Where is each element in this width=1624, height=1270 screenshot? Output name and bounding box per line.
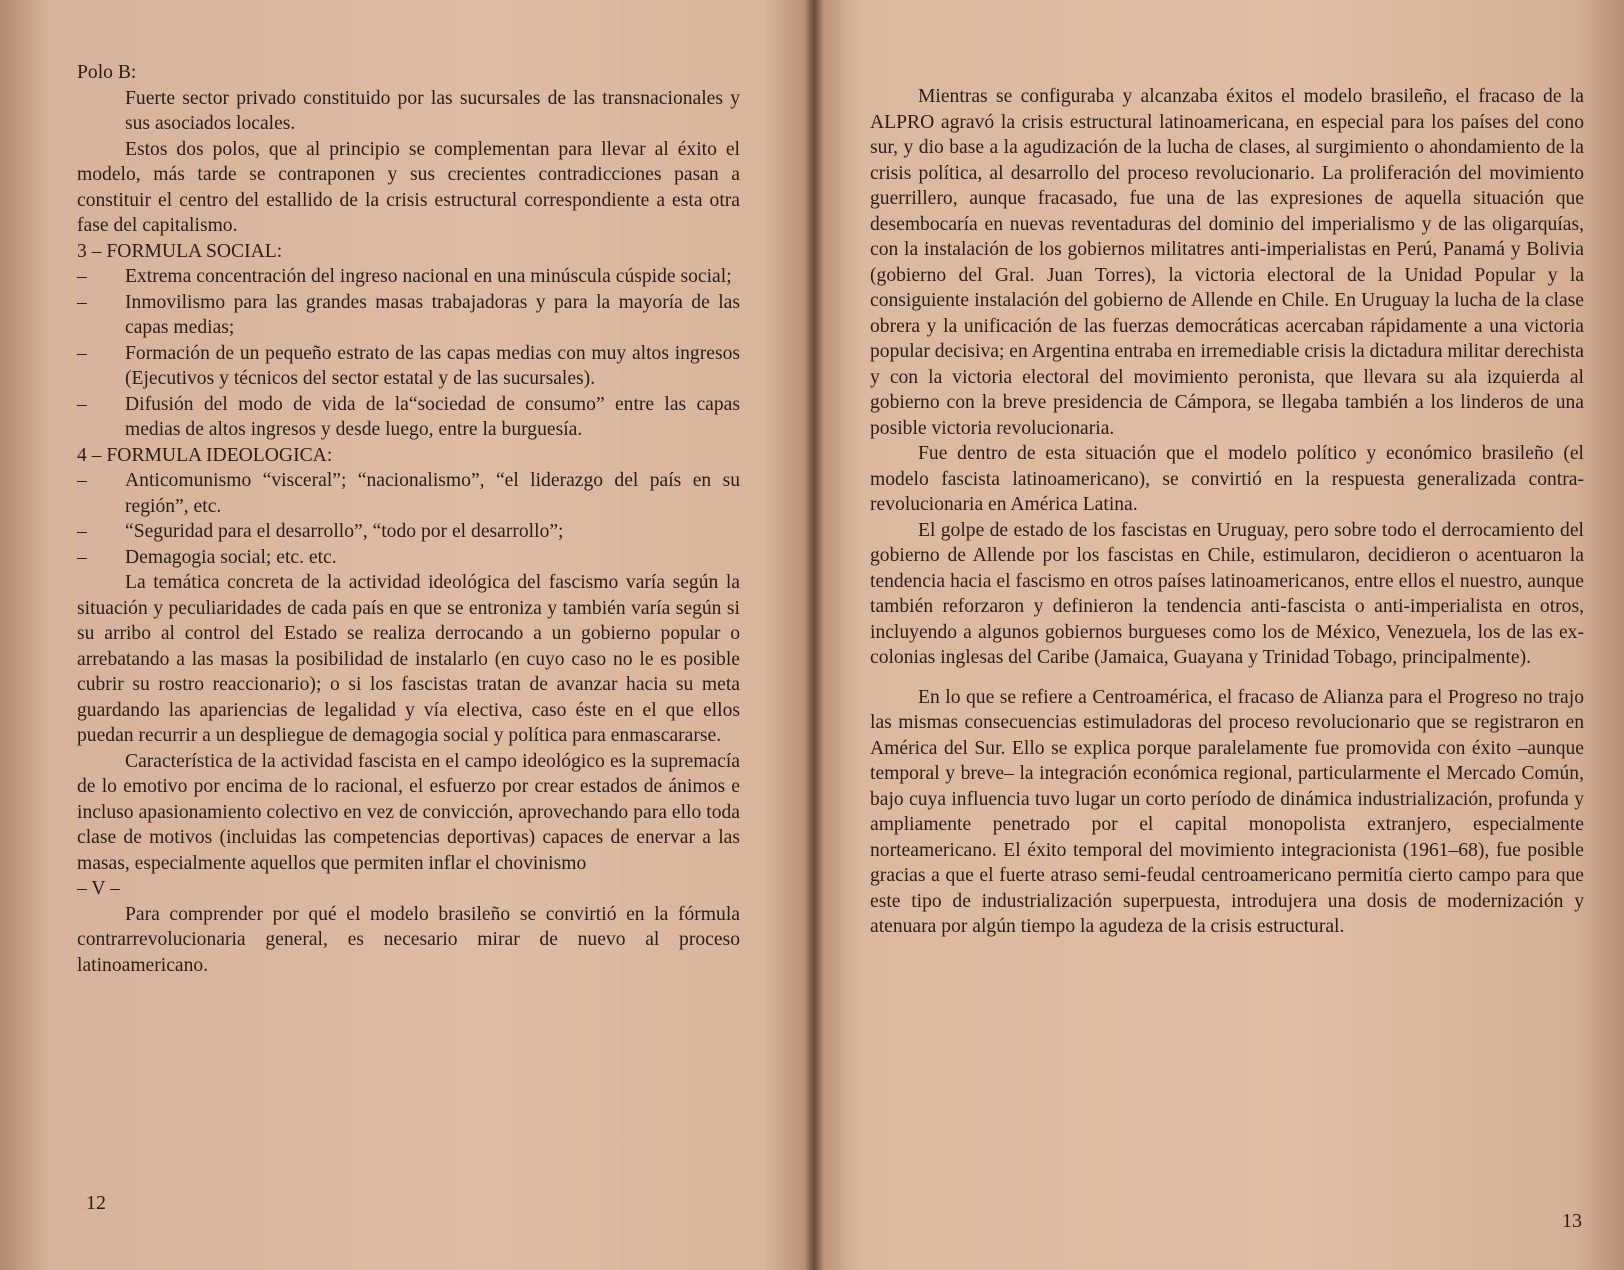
paragraph-4: En lo que se refiere a Centroamérica, el fracaso de Alianza para el Progreso no trajo las mismas consecuencias estimuladoras del proceso revolucionario que se registraron en América del Sur. Ello se explica porque paralelamente fue promovida con éxito –aunque temporal y breve– la integración económica regional, particularmente el Mercado Común, bajo cuya influencia tuvo lugar un corto período de dinámica industrialización, profunda y ampliamente penetrado por el capital monopolista extranjero, especialmente norteamericano. El éxito temporal del movimiento integracionista (1961–68), fue posible gracias a que el fuerte atraso semi-feudal centroamericano permitía cierto campo para que este tipo de industrialización superpuesta, introdujera una dosis de modernización y atenuara por algún tiempo la agudeza de la crisis estructural. xyxy=(870,686,1584,937)
right-page xyxy=(820,0,1624,1270)
section-v-paragraph: Para comprender por qué el modelo brasileño se convirtió en la fórmula contrarrevolucionaria general, es necesario mirar de nuevo al proceso latinoamericano. xyxy=(77,903,740,976)
caracteristica-paragraph: Característica de la actividad fascista en el campo ideológico es la supremacía de lo emotivo por encima de lo racional, el esfuerzo por crear estados de ánimos e incluso apasionamiento colectivo en vez de convicción, aprovechando para ello toda clase de motivos (incluidas las competencias deportivas) capaces de enervar a las masas, especialmente aquellos que permiten inflar el chovinismo xyxy=(77,750,740,874)
paragraph-1: Mientras se configuraba y alcanzaba éxitos el modelo brasileño, el fracaso de la ALPRO agravó la crisis estructural latinoamericana, en especial para los países del cono sur, y dio base a la agudización de la lucha de clases, al surgimiento o ahondamiento de la crisis política, al desarrollo del proceso revolucionario. La proliferación del movimiento guerrillero, aunque fracasado, fue una de las expresiones de aquella situación que desembocaría en nuevas reventaduras del dominio del imperialismo y de las oligarquías, con la instalación de los gobiernos militatres anti-imperialistas en Perú, Panamá y Bolivia (gobierno del Gral. Juan Torres), la victoria electoral de la Unidad Popular y la consiguiente instalación del gobierno de Allende en Chile. En Uruguay la lucha de la clase obrera y la unificación de las fuerzas democráticas acercaban rápidamente a una victoria popular decisiva; en Argentina entraba en irremediable crisis la dictadura militar derechista y con la victoria electoral del movimiento peronista, que llevara su ala izquierda al gobierno con la breve presidencia de Cámpora, se llegaba también a los linderos de una posible victoria revolucionaria. xyxy=(870,86,1584,439)
polos-paragraph: Estos dos polos, que al principio se complementan para llevar al éxito el modelo, más tarde se contraponen y sus crecientes contradicciones pasan a constituir el centro del estallido de la crisis estructural correspondiente a esta otra fase del capitalismo. xyxy=(77,138,740,236)
section-marker: – V – xyxy=(77,878,120,899)
polo-label: Polo B: xyxy=(77,62,137,83)
list-item: – “Seguridad para el desarrollo”, “todo por el desarrollo”; xyxy=(77,521,564,542)
paragraph-3: El golpe de estado de los fascistas en Uruguay, pero sobre todo el derrocamiento del gobierno de Allende por los fascistas en Chile, estimularon, decidieron o acentuaron la tendencia hacia el fascismo en otros países latinoamericanos, entre ellos el nuestro, aunque también reforzaron y definieron la tendencia anti-fascista o anti-imperialista en otros, incluyendo a algunos gobiernos burgueses como los de México, Venezuela, los de las ex-colonias inglesas del Caribe (Jamaica, Guayana y Trinidad Tobago, principalmente). xyxy=(870,519,1584,668)
right-text xyxy=(870,84,1584,940)
page-number-left: 12 xyxy=(86,1192,106,1214)
list-item: – Formación de un pequeño estrato de las capas medias con muy altos ingresos (Ejecutivos y técnicos del sector estatal y de las sucursales). xyxy=(77,342,740,389)
list-item: – Inmovilismo para las grandes masas trabajadoras y para la mayoría de las capas medias; xyxy=(77,291,740,338)
tematica-paragraph: La temática concreta de la actividad ideológica del fascismo varía según la situación y peculiaridades de cada país en que se entroniza y también varía según si su arribo al control del Estado se realiza derrocando a un gobierno popular o arrebatando a las masas la posibilidad de instalarlo (en cuyo caso no le es posible cubrir su rostro reaccionario); o si los fascistas tratan de avanzar hacia su meta guardando las apariencias de legalidad y vía electiva, caso éste en el que ellos puedan recurrir a un despliegue de demagogia social y política para enmascararse. xyxy=(77,572,740,746)
left-text xyxy=(77,60,740,978)
list-item: – Difusión del modo de vida de la“sociedad de consumo” entre las capas medias de altos ingresos y desde luego, entre la burguesía. xyxy=(77,393,740,440)
list-item: – Anticomunismo “visceral”; “nacionalismo”, “el liderazgo del país en su región”, etc. xyxy=(77,470,740,517)
list-item: – Demagogia social; etc. etc. xyxy=(77,546,337,568)
page-number-right: 13 xyxy=(1562,1210,1582,1232)
heading-formula-ideologica: 4 – FORMULA IDEOLOGICA: xyxy=(77,444,333,466)
heading-formula-social: 3 – FORMULA SOCIAL: xyxy=(77,240,283,262)
paragraph-2: Fue dentro de esta situación que el modelo político y económico brasileño (el modelo fascista latinoamericano), se convirtió en la respuesta generalizada contra-revolucionaria en América Latina. xyxy=(870,443,1584,515)
list-item: – Extrema concentración del ingreso nacional en una minúscula cúspide social; xyxy=(77,266,732,287)
polo-text: Fuerte sector privado constituido por las sucursales de las transnacionales y sus asociados locales. xyxy=(125,87,740,134)
